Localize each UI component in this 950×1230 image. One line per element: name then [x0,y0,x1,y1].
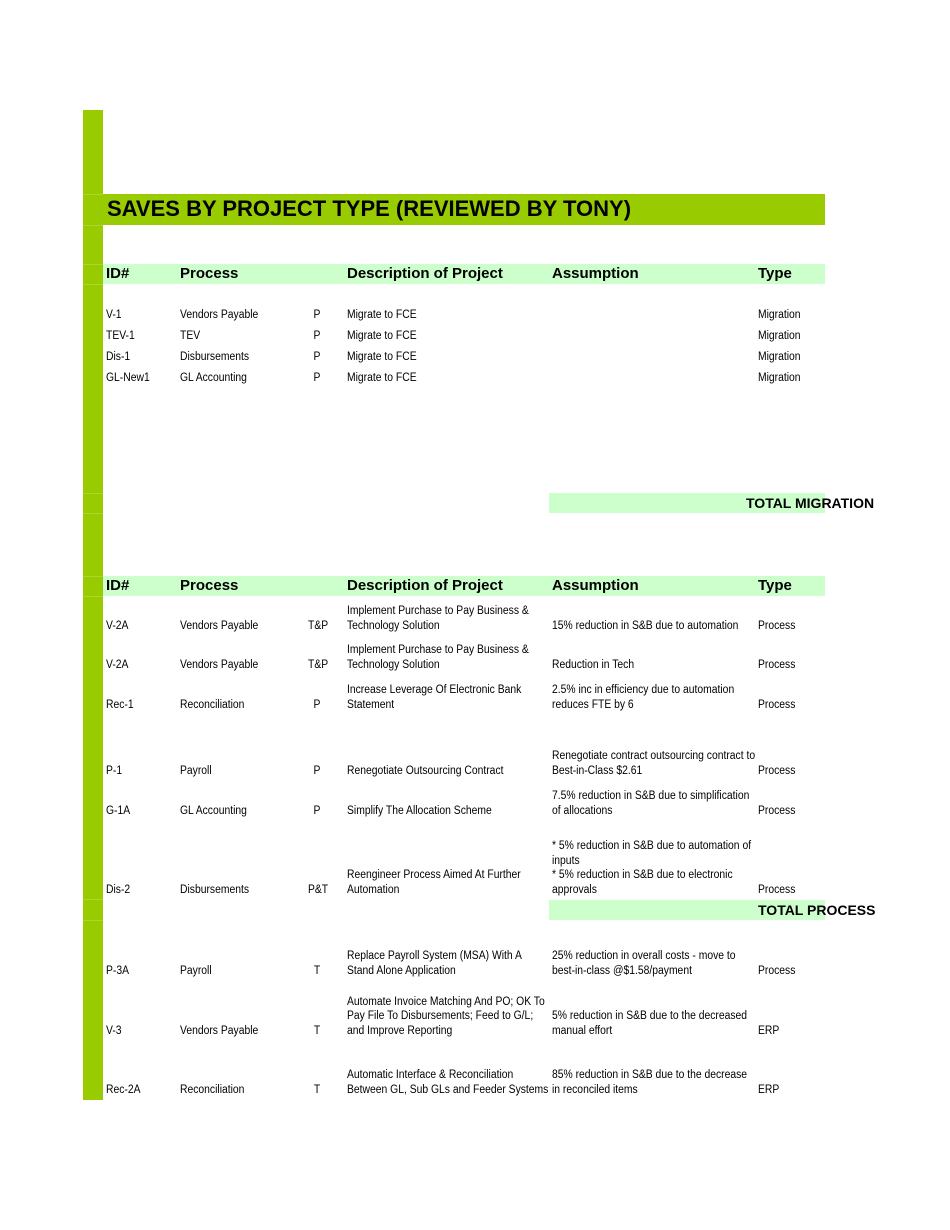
cell-description: Implement Purchase to Pay Business & Technology Solution [347,644,529,671]
cell-process: Reconciliation [180,1083,245,1096]
cell-id: G-1A [106,804,131,817]
cell-id: V-2A [106,619,129,632]
cell-type: Process [758,964,796,977]
cell-type: ERP [758,1083,780,1096]
col-header-assumption: Assumption [552,577,639,594]
cell-code: P [313,329,321,342]
cell-process: Vendors Payable [180,619,259,632]
cell-type: Process [758,804,796,817]
cell-process: Payroll [180,964,212,977]
cell-code: T [313,964,321,977]
cell-type: Process [758,658,796,671]
cell-description: Simplify The Allocation Scheme [347,804,492,817]
cell-code: P [313,371,321,384]
cell-description: Implement Purchase to Pay Business & Technology Solution [347,605,529,632]
cell-code: P [313,764,321,777]
cell-id: V-2A [106,658,129,671]
col-header-id: ID# [106,577,130,594]
cell-type: Migration [758,329,801,342]
cell-description: Automatic Interface & Reconciliation Between GL, Sub GLs and Feeder Systems [347,1069,549,1096]
cell-id: P-3A [106,964,130,977]
cell-description: Migrate to FCE [347,350,417,363]
cell-description: Migrate to FCE [347,371,417,384]
cell-code: T&P [308,658,329,671]
col-header-description: Description of Project [347,577,503,594]
cell-process: Disbursements [180,350,250,363]
total-band [549,900,876,920]
cell-process: Vendors Payable [180,658,259,671]
cell-assumption: 7.5% reduction in S&B due to simplification of allocations [552,790,750,817]
left-accent-bar [83,110,103,1100]
col-header-id: ID# [106,265,130,282]
cell-description: Migrate to FCE [347,329,417,342]
cell-id: GL-New1 [106,371,150,384]
cell-process: Vendors Payable [180,308,259,321]
cell-process: Vendors Payable [180,1024,259,1037]
cell-code: P [313,350,321,363]
cell-assumption: 2.5% inc in efficiency due to automation reduces FTE by 6 [552,684,735,711]
col-header-description: Description of Project [347,265,503,282]
cell-id: V-3 [106,1024,122,1037]
cell-process: GL Accounting [180,804,247,817]
cell-id: P-1 [106,764,123,777]
cell-description: Increase Leverage Of Electronic Bank Statement [347,684,522,711]
cell-code: T&P [308,619,329,632]
cell-description: Automate Invoice Matching And PO; OK To Pay File To Disbursements; Feed to G/L; and Improve Reporting [347,995,545,1037]
cell-id: Rec-1 [106,698,134,711]
cell-id: Dis-1 [106,350,131,363]
cell-type: Process [758,698,796,711]
cell-type: ERP [758,1024,780,1037]
cell-assumption: 85% reduction in S&B due to the decrease in reconciled items [552,1069,748,1096]
cell-code: T [313,1024,321,1037]
cell-assumption: Renegotiate contract outsourcing contract to Best-in-Class $2.61 [552,750,756,777]
cell-process: TEV [180,329,201,342]
cell-id: Rec-2A [106,1083,141,1096]
cell-code: P [313,698,321,711]
cell-assumption: 25% reduction in overall costs - move to best-in-class @$1.58/payment [552,950,736,977]
cell-id: TEV-1 [106,329,135,342]
cell-type: Migration [758,350,801,363]
cell-type: Process [758,883,796,896]
page-title: SAVES BY PROJECT TYPE (REVIEWED BY TONY) [107,196,632,221]
cell-description: Renegotiate Outsourcing Contract [347,764,504,777]
cell-assumption: Reduction in Tech [552,658,635,671]
cell-assumption: * 5% reduction in S&B due to automation of inputs * 5% reduction in S&B due to electronic approvals [552,840,752,896]
cell-id: V-1 [106,308,122,321]
cell-type: Process [758,619,796,632]
cell-description: Migrate to FCE [347,308,417,321]
cell-description: Replace Payroll System (MSA) With A Stand Alone Application [347,950,522,977]
total-migration-label: TOTAL MIGRATION [746,495,875,511]
total-band [549,493,875,513]
cell-assumption: 5% reduction in S&B due to the decreased manual effort [552,1010,748,1037]
cell-process: Reconciliation [180,698,245,711]
cell-code: P [313,804,321,817]
cell-code: P [313,308,321,321]
total-process-label: TOTAL PROCESS [758,902,876,918]
cell-description: Reengineer Process Aimed At Further Automation [347,869,521,896]
cell-process: Disbursements [180,883,250,896]
cell-assumption: 15% reduction in S&B due to automation [552,619,739,632]
col-header-assumption: Assumption [552,265,639,282]
cell-type: Process [758,764,796,777]
cell-code: T [313,1083,321,1096]
cell-type: Migration [758,371,801,384]
col-header-process: Process [180,577,239,594]
cell-code: P&T [308,883,329,896]
cell-process: Payroll [180,764,212,777]
cell-type: Migration [758,308,801,321]
col-header-type: Type [758,577,792,594]
col-header-process: Process [180,265,239,282]
cell-id: Dis-2 [106,883,131,896]
cell-process: GL Accounting [180,371,247,384]
col-header-type: Type [758,265,792,282]
